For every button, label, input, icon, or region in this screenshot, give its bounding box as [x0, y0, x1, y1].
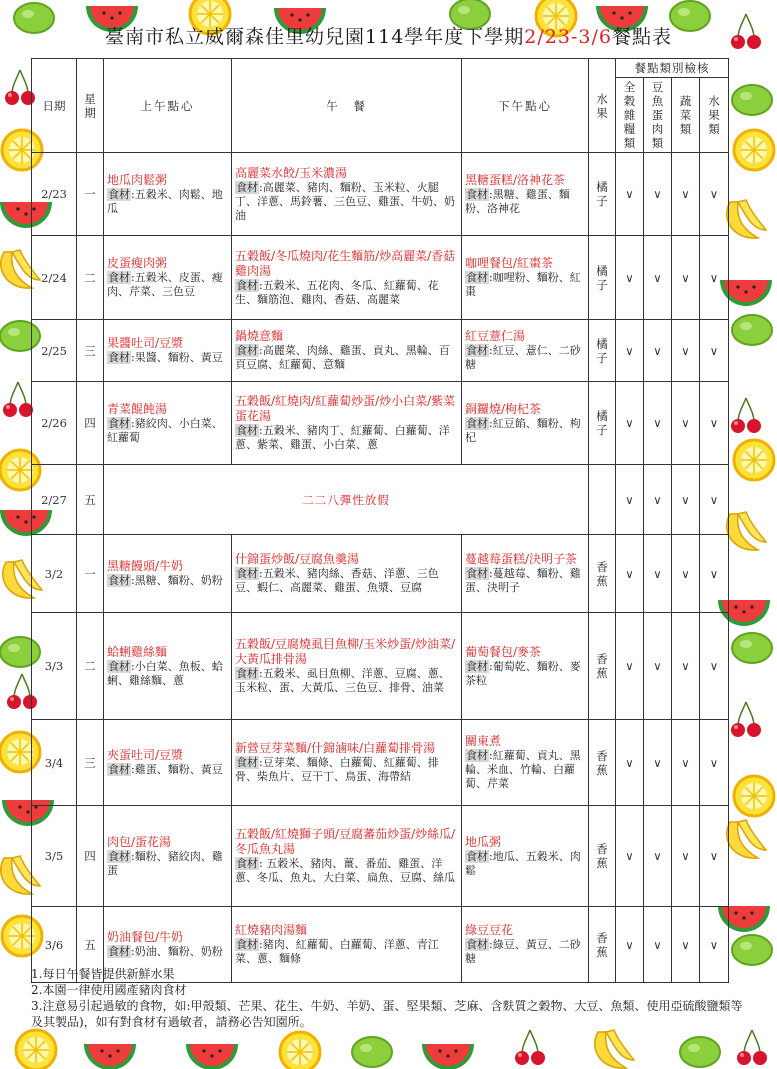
- check-mark: ∨: [700, 236, 729, 320]
- lunch-ingredients: [235, 667, 458, 695]
- check-mark: ∨: [644, 236, 672, 320]
- lunch-ingredient-text: :高麗菜、豬肉、麵粉、玉米粒、火腿丁、洋蔥、馬鈴薯、三色豆、雞蛋、牛奶、奶油: [235, 180, 455, 222]
- check-mark: ∨: [616, 153, 644, 236]
- ingredient-tag: 食材: [236, 667, 258, 680]
- lunch-ingredient-text: :五穀米、豬肉絲、香菇、洋蔥、三色豆、蝦仁、高麗菜、雞蛋、魚漿、豆腐: [235, 567, 439, 594]
- row-weekday: 四: [77, 382, 104, 465]
- morning-snack-ingredient-text: :黑糖、麵粉、奶粉: [131, 574, 223, 587]
- ingredient-tag: 食材: [466, 344, 488, 357]
- afternoon-snack-dish: 咖哩餐包/紅棗茶: [465, 256, 554, 270]
- note-2: 2.本園一律使用國產豬肉食材: [31, 983, 187, 997]
- morning-snack: [104, 382, 232, 465]
- lunch-dish: 紅燒豬肉湯麵: [235, 923, 308, 937]
- ingredient-tag: 食材: [108, 351, 130, 364]
- morning-snack-ingredient-text: :麵粉、豬絞肉、雞蛋: [107, 849, 223, 877]
- note-1: 1.每日午餐皆提供新鮮水果: [31, 967, 175, 981]
- page-title: [0, 22, 777, 49]
- check-mark: ∨: [672, 320, 700, 382]
- row-fruit: [589, 465, 616, 535]
- header-fruit: 水果: [589, 59, 616, 153]
- table-row: [32, 613, 729, 720]
- check-mark: ∨: [616, 535, 644, 613]
- afternoon-snack: [462, 320, 589, 382]
- lunch-dish: 五穀飯/豆腐燒虱目魚柳/玉米炒蛋/炒油菜/大黃瓜排骨湯: [235, 637, 456, 666]
- lunch: [232, 382, 462, 465]
- lunch: [232, 153, 462, 236]
- row-weekday: 四: [77, 806, 104, 907]
- morning-snack-ingredients: [107, 945, 228, 959]
- morning-snack: [104, 806, 232, 907]
- check-mark: ∨: [700, 382, 729, 465]
- row-date: 3/3: [32, 613, 77, 720]
- afternoon-snack-ingredient-text: :紅豆、薏仁、二砂糖: [465, 344, 581, 371]
- lunch: [232, 806, 462, 907]
- row-date: 2/24: [32, 236, 77, 320]
- lunch-dish: 新營豆芽菜麵/什錦滷味/白蘿蔔排骨湯: [235, 741, 436, 755]
- check-mark: ∨: [700, 907, 729, 983]
- check-mark: ∨: [644, 720, 672, 806]
- afternoon-snack: [462, 535, 589, 613]
- morning-snack-ingredient-text: :五穀米、肉鬆、地瓜: [107, 187, 223, 215]
- row-date: 3/5: [32, 806, 77, 907]
- ingredient-tag: 食材: [236, 567, 258, 580]
- lunch-ingredient-text: :豬肉、紅蘿蔔、白蘿蔔、洋蔥、青江菜、蔥、麵條: [235, 938, 439, 965]
- morning-snack-dish: 黑糖饅頭/牛奶: [107, 559, 184, 573]
- check-mark: ∨: [644, 382, 672, 465]
- afternoon-snack: [462, 806, 589, 907]
- ingredient-tag: 食材: [108, 416, 130, 430]
- row-weekday: 二: [77, 613, 104, 720]
- morning-snack-dish: 奶油餐包/牛奶: [107, 930, 184, 944]
- afternoon-snack: [462, 153, 589, 236]
- header-check-3: 蔬菜類: [672, 78, 700, 153]
- morning-snack: [104, 236, 232, 320]
- ingredient-tag: 食材: [108, 574, 130, 587]
- row-date: 2/25: [32, 320, 77, 382]
- ingredient-tag: 食材: [236, 857, 258, 870]
- check-mark: ∨: [700, 806, 729, 907]
- row-fruit: 香蕉: [589, 907, 616, 983]
- afternoon-snack-ingredients: [465, 188, 585, 216]
- row-date: 3/6: [32, 907, 77, 983]
- check-mark: ∨: [616, 382, 644, 465]
- ingredient-tag: 食材: [236, 756, 258, 769]
- lunch: [232, 535, 462, 613]
- morning-snack-ingredients: [107, 763, 228, 777]
- afternoon-snack-ingredients: [465, 417, 585, 445]
- afternoon-snack-ingredient-text: :紅蘿蔔、貢丸、黑輪、米血、竹輪、白蘿蔔、芹菜: [465, 749, 581, 790]
- lunch-dish: 五穀飯/冬瓜燒肉/花生麵筋/炒高麗菜/香菇雞肉湯: [235, 248, 456, 278]
- check-mark: ∨: [644, 806, 672, 907]
- morning-snack-ingredient-text: :豬絞肉、小白菜、紅蘿蔔: [107, 416, 223, 444]
- header-lunch: 午 餐: [232, 59, 462, 153]
- check-mark: ∨: [644, 907, 672, 983]
- title-end: 餐點表: [611, 26, 672, 48]
- table-row: [32, 236, 729, 320]
- afternoon-snack-ingredients: [465, 938, 585, 966]
- row-weekday: 三: [77, 320, 104, 382]
- ingredient-tag: 食材: [108, 659, 130, 673]
- afternoon-snack-ingredients: [465, 850, 585, 878]
- row-fruit: 橘子: [589, 236, 616, 320]
- morning-snack-dish: 蛤蜊雞絲麵: [107, 644, 168, 659]
- check-mark: ∨: [672, 153, 700, 236]
- check-mark: ∨: [616, 320, 644, 382]
- morning-snack: [104, 320, 232, 382]
- holiday-notice: 二二八彈性放假: [104, 465, 589, 535]
- morning-snack-dish: 青菜餛飩湯: [107, 401, 168, 416]
- morning-snack-ingredients: [107, 417, 228, 445]
- morning-snack-ingredients: [107, 271, 228, 299]
- ingredient-tag: 食材: [466, 849, 488, 863]
- row-weekday: 一: [77, 153, 104, 236]
- afternoon-snack-ingredients: [465, 567, 585, 595]
- ingredient-tag: 食材: [236, 424, 258, 437]
- header-check-group: 餐點類別檢核: [616, 59, 729, 78]
- ingredient-tag: 食材: [108, 849, 130, 863]
- header-weekday: 星期: [77, 59, 104, 153]
- check-mark: ∨: [644, 153, 672, 236]
- afternoon-snack: [462, 720, 589, 806]
- table-row: [32, 720, 729, 806]
- check-mark: ∨: [672, 535, 700, 613]
- lunch-ingredients: [235, 756, 458, 784]
- check-mark: ∨: [672, 806, 700, 907]
- lunch-dish: 鍋燒意麵: [235, 329, 284, 343]
- morning-snack: [104, 535, 232, 613]
- check-mark: ∨: [616, 806, 644, 907]
- afternoon-snack-ingredients: [465, 271, 585, 299]
- afternoon-snack-dish: 關東煮: [465, 734, 502, 748]
- lunch-ingredient-text: :五穀米、五花肉、冬瓜、紅蘿蔔、花生、麵筋泡、雞肉、香菇、高麗菜: [235, 278, 439, 306]
- table-row: [32, 465, 729, 535]
- afternoon-snack-ingredients: [465, 344, 585, 372]
- title-dates: 2/23-3/6: [524, 26, 612, 48]
- check-mark: ∨: [616, 720, 644, 806]
- row-weekday: 二: [77, 236, 104, 320]
- afternoon-snack-ingredients: [465, 660, 585, 688]
- notes: [31, 966, 746, 1030]
- afternoon-snack: [462, 613, 589, 720]
- morning-snack: [104, 720, 232, 806]
- lunch-ingredient-text: : 五穀米、豬肉、薑、番茄、雞蛋、洋蔥、冬瓜、魚丸、大白菜、扁魚、豆腐、絲瓜: [235, 857, 455, 884]
- check-mark: ∨: [672, 382, 700, 465]
- morning-snack-ingredient-text: :果醬、麵粉、黃豆: [131, 351, 223, 364]
- check-mark: ∨: [700, 465, 729, 535]
- afternoon-snack-dish: 銅鑼燒/枸杞茶: [465, 401, 542, 416]
- afternoon-snack: [462, 382, 589, 465]
- check-mark: ∨: [616, 613, 644, 720]
- morning-snack-ingredient-text: :雞蛋、麵粉、黃豆: [131, 763, 223, 776]
- note-3: 3.注意易引起過敏的食物，如:甲殼類、芒果、花生、牛奶、羊奶、蛋、堅果類、芝麻、含麩質之穀物、大豆、魚類、使用亞硫酸鹽類等及其製品)，如有對食材有過敏者，請務必告知園所。: [31, 999, 743, 1029]
- header-morning: 上午點心: [104, 59, 232, 153]
- check-mark: ∨: [700, 720, 729, 806]
- ingredient-tag: 食材: [466, 271, 488, 284]
- afternoon-snack-ingredient-text: :黑糖、雞蛋、麵粉、洛神花: [465, 187, 570, 215]
- table-row: [32, 153, 729, 236]
- check-mark: ∨: [616, 236, 644, 320]
- morning-snack-dish: 果醬吐司/豆漿: [107, 336, 184, 350]
- ingredient-tag: 食材: [466, 567, 488, 580]
- ingredient-tag: 食材: [466, 187, 488, 201]
- ingredient-tag: 食材: [466, 416, 488, 430]
- afternoon-snack-dish: 綠豆豆花: [465, 923, 514, 937]
- row-fruit: 香蕉: [589, 806, 616, 907]
- row-weekday: 三: [77, 720, 104, 806]
- lunch: [232, 613, 462, 720]
- check-mark: ∨: [672, 236, 700, 320]
- afternoon-snack: [462, 236, 589, 320]
- check-mark: ∨: [672, 720, 700, 806]
- row-weekday: 一: [77, 535, 104, 613]
- row-weekday: 五: [77, 465, 104, 535]
- morning-snack-ingredient-text: :小白菜、魚板、蛤蜊、雞絲麵、蔥: [107, 659, 223, 687]
- afternoon-snack-ingredient-text: :蔓越莓、麵粉、雞蛋、決明子: [465, 567, 581, 594]
- afternoon-snack-ingredient-text: :紅豆餡、麵粉、枸杞: [465, 416, 581, 444]
- table-row: [32, 535, 729, 613]
- afternoon-snack-dish: 黑糖蛋糕/洛神花茶: [465, 172, 566, 187]
- morning-snack-ingredients: [107, 660, 228, 688]
- lunch-ingredients: [235, 938, 458, 966]
- header-check-2: 豆魚蛋肉類: [644, 78, 672, 153]
- check-mark: ∨: [616, 465, 644, 535]
- morning-snack: [104, 153, 232, 236]
- check-mark: ∨: [644, 613, 672, 720]
- row-fruit: 香蕉: [589, 613, 616, 720]
- row-date: 3/4: [32, 720, 77, 806]
- lunch-ingredients: [235, 567, 458, 595]
- morning-snack-ingredient-text: :奶油、麵粉、奶粉: [131, 945, 223, 958]
- row-date: 2/23: [32, 153, 77, 236]
- ingredient-tag: 食材: [108, 187, 130, 201]
- header-check-4: 水果類: [700, 78, 729, 153]
- lunch-ingredients: [235, 181, 458, 223]
- header-afternoon: 下午點心: [462, 59, 589, 153]
- morning-snack-dish: 地瓜肉鬆粥: [107, 172, 168, 187]
- row-fruit: 橘子: [589, 153, 616, 236]
- morning-snack-ingredient-text: :五穀米、皮蛋、瘦肉、芹菜、三色豆: [107, 271, 223, 298]
- row-date: 2/26: [32, 382, 77, 465]
- ingredient-tag: 食材: [108, 945, 130, 958]
- lunch-dish: 高麗菜水餃/玉米濃湯: [235, 165, 348, 180]
- row-weekday: 五: [77, 907, 104, 983]
- afternoon-snack-dish: 地瓜粥: [465, 834, 502, 849]
- title-main: 臺南市私立威爾森佳里幼兒園114學年度下學期: [105, 26, 525, 48]
- check-mark: ∨: [616, 907, 644, 983]
- row-date: 2/27: [32, 465, 77, 535]
- check-mark: ∨: [700, 535, 729, 613]
- check-mark: ∨: [700, 153, 729, 236]
- check-mark: ∨: [644, 465, 672, 535]
- row-fruit: 橘子: [589, 382, 616, 465]
- afternoon-snack-dish: 葡萄餐包/麥茶: [465, 644, 542, 659]
- lunch-dish: 什錦蛋炒飯/豆腐魚羹湯: [235, 552, 360, 566]
- morning-snack-dish: 肉包/蛋花湯: [107, 834, 172, 849]
- lunch: [232, 720, 462, 806]
- morning-snack-ingredients: [107, 574, 228, 588]
- lunch-ingredient-text: :豆芽菜、麵條、白蘿蔔、紅蘿蔔、排骨、柴魚片、豆干丁、鳥蛋、海帶結: [235, 756, 439, 783]
- morning-snack-ingredients: [107, 188, 228, 216]
- ingredient-tag: 食材: [236, 180, 258, 194]
- header-date: 日期: [32, 59, 77, 153]
- morning-snack: [104, 613, 232, 720]
- lunch: [232, 320, 462, 382]
- lunch: [232, 236, 462, 320]
- morning-snack-dish: 皮蛋瘦肉粥: [107, 256, 168, 270]
- lunch-ingredients: [235, 279, 458, 307]
- lunch-ingredients: [235, 424, 458, 452]
- morning-snack-ingredients: [107, 351, 228, 365]
- ingredient-tag: 食材: [236, 938, 258, 951]
- lunch-ingredient-text: :高麗菜、肉絲、雞蛋、貢丸、黑輪、百頁豆腐、紅蘿蔔、意麵: [235, 344, 450, 371]
- afternoon-snack-ingredient-text: :地瓜、五穀米、肉鬆: [465, 849, 581, 877]
- ingredient-tag: 食材: [236, 278, 258, 292]
- ingredient-tag: 食材: [108, 271, 130, 284]
- row-fruit: 香蕉: [589, 535, 616, 613]
- menu-table: [31, 58, 729, 983]
- lunch-ingredients: [235, 857, 458, 885]
- table-row: [32, 806, 729, 907]
- header-check-1: 全穀雜糧類: [616, 78, 644, 153]
- table-row: [32, 320, 729, 382]
- check-mark: ∨: [672, 465, 700, 535]
- check-mark: ∨: [644, 535, 672, 613]
- row-fruit: 橘子: [589, 320, 616, 382]
- afternoon-snack-ingredients: [465, 749, 585, 791]
- lunch-ingredient-text: :五穀米、虱目魚柳、洋蔥、豆腐、蔥、玉米粒、蛋、大黃瓜、三色豆、排骨、油菜: [235, 667, 450, 694]
- check-mark: ∨: [700, 613, 729, 720]
- table-row: [32, 382, 729, 465]
- morning-snack-ingredients: [107, 850, 228, 878]
- ingredient-tag: 食材: [466, 749, 488, 762]
- ingredient-tag: 食材: [108, 763, 130, 776]
- afternoon-snack-dish: 紅豆薏仁湯: [465, 329, 526, 343]
- ingredient-tag: 食材: [466, 938, 488, 951]
- afternoon-snack-ingredient-text: :葡萄乾、麵粉、麥茶粒: [465, 659, 581, 687]
- afternoon-snack-ingredient-text: :咖哩粉、麵粉、紅棗: [465, 271, 581, 298]
- morning-snack-dish: 夾蛋吐司/豆漿: [107, 748, 184, 762]
- afternoon-snack-dish: 蔓越莓蛋糕/決明子茶: [465, 552, 578, 566]
- ingredient-tag: 食材: [466, 659, 488, 673]
- lunch-dish: 五穀飯/紅燒肉/紅蘿蔔炒蛋/炒小白菜/紫菜蛋花湯: [235, 394, 456, 423]
- afternoon-snack-ingredient-text: :綠豆、黃豆、二砂糖: [465, 938, 581, 965]
- check-mark: ∨: [672, 613, 700, 720]
- lunch-ingredient-text: :五穀米、豬肉丁、紅蘿蔔、白蘿蔔、洋蔥、紫菜、雞蛋、小白菜、蔥: [235, 424, 450, 451]
- lunch-ingredients: [235, 344, 458, 372]
- check-mark: ∨: [700, 320, 729, 382]
- row-date: 3/2: [32, 535, 77, 613]
- ingredient-tag: 食材: [236, 344, 258, 357]
- check-mark: ∨: [644, 320, 672, 382]
- lunch-dish: 五穀飯/紅燒獅子頭/豆腐蕃茄炒蛋/炒絲瓜/冬瓜魚丸湯: [235, 827, 456, 856]
- check-mark: ∨: [672, 907, 700, 983]
- row-fruit: 香蕉: [589, 720, 616, 806]
